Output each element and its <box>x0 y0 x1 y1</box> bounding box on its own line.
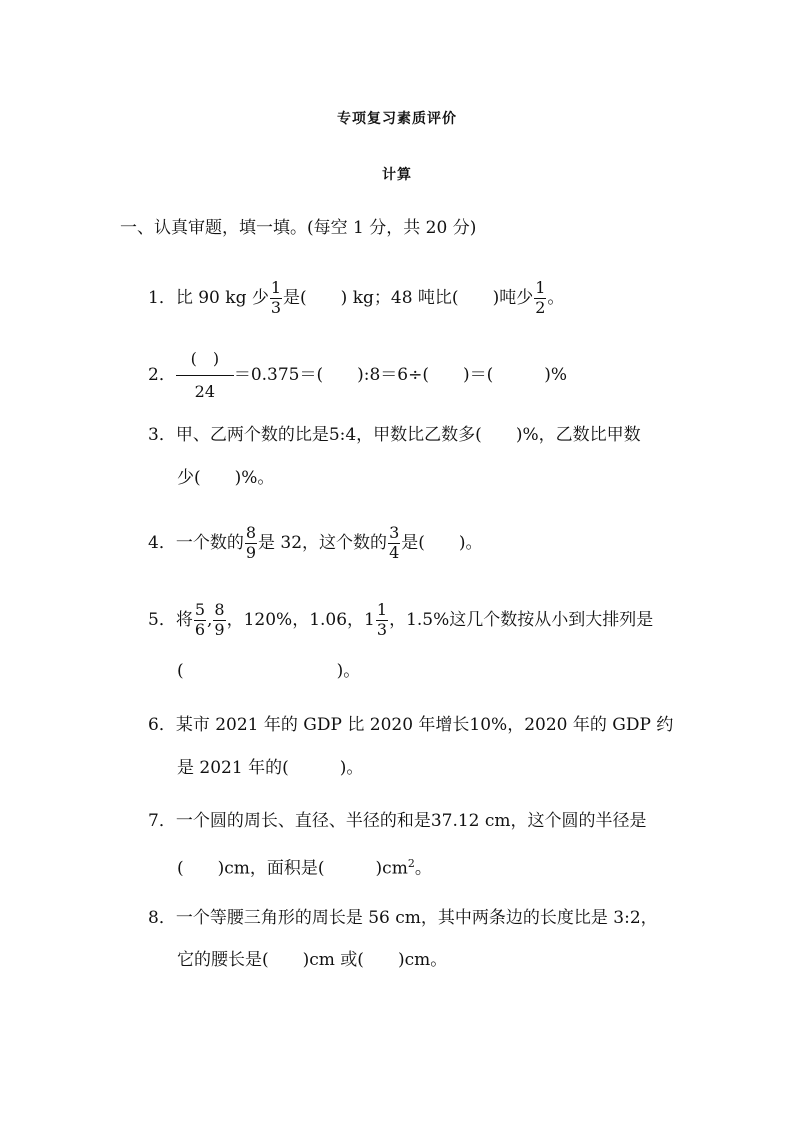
section-heading: 一、认真审题，填一填。(每空 1 分，共 20 分) <box>120 218 477 238</box>
fraction <box>213 602 225 639</box>
question-8 <box>148 905 658 931</box>
fraction-denominator: 3 <box>270 297 282 317</box>
page-subtitle: 计算 <box>382 167 412 183</box>
superscript: 2 <box>407 857 415 870</box>
fraction-numerator: 1 <box>270 278 282 297</box>
question-text: ( )cm，面积是( )cm <box>177 858 408 879</box>
fraction-denominator: 9 <box>245 542 257 562</box>
page-title: 专项复习素质评价 <box>337 111 457 127</box>
question-text: 一个等腰三角形的周长是 56 cm，其中两条边的长度比是 3:2， <box>175 908 658 928</box>
fraction-numerator: 8 <box>245 523 257 542</box>
question-5 <box>148 602 653 639</box>
question-7-line-2 <box>177 851 432 882</box>
fraction-numerator: 3 <box>389 523 400 542</box>
question-8-line-2: 它的腰长是( )cm 或( )cm。 <box>177 950 448 970</box>
question-4 <box>148 525 483 562</box>
question-2 <box>148 346 567 405</box>
question-text: ，120%，1.06，1 <box>226 609 375 630</box>
question-number: 2． <box>148 365 176 385</box>
fraction-numerator: 1 <box>535 278 546 297</box>
fraction-denominator: 3 <box>376 619 388 639</box>
fraction-denominator: 4 <box>389 542 400 562</box>
question-text: 一个数的 <box>175 532 244 553</box>
question-text: 是 32，这个数的 <box>258 532 388 553</box>
fraction-denominator: 24 <box>194 382 215 401</box>
fraction <box>270 280 282 317</box>
question-text: 甲、乙两个数的比是5:4，甲数比乙数多( )%，乙数比甲数 <box>175 425 641 445</box>
question-number: 1． <box>148 287 176 308</box>
fraction-numerator: ( ) <box>176 346 234 376</box>
fraction <box>176 346 234 405</box>
question-text: 是( ) kg；48 吨比( )吨少 <box>283 287 534 308</box>
fraction <box>388 525 400 562</box>
question-number: 4． <box>148 532 176 553</box>
question-number: 5． <box>148 609 176 630</box>
question-number: 3． <box>148 425 176 445</box>
question-text: 。 <box>547 287 565 308</box>
question-text: 。 <box>414 858 432 879</box>
question-text: 是( )。 <box>401 532 483 553</box>
question-text: 某市 2021 年的 GDP 比 2020 年增长10%，2020 年的 GDP 约 <box>175 715 674 735</box>
question-number: 6． <box>148 715 176 735</box>
question-5-line-2: ( )。 <box>177 661 361 681</box>
fraction-denominator: 6 <box>194 619 206 639</box>
question-text: 将 <box>175 609 193 630</box>
question-6-line-2: 是 2021 年的( )。 <box>177 758 364 778</box>
question-text: , <box>207 609 213 630</box>
fraction <box>245 525 257 562</box>
question-text: ＝0.375＝( ):8＝6÷( )＝( )% <box>233 365 568 385</box>
fraction <box>194 602 206 639</box>
question-text: ，1.5%这几个数按从小到大排列是 <box>389 609 654 630</box>
question-6 <box>148 712 673 738</box>
question-3 <box>148 422 641 448</box>
question-number: 8． <box>148 908 176 928</box>
fraction-denominator: 2 <box>535 297 546 317</box>
question-text: 比 90 kg 少 <box>175 287 269 308</box>
question-7 <box>148 808 647 834</box>
question-text: 一个圆的周长、直径、半径的和是37.12 cm，这个圆的半径是 <box>175 811 647 831</box>
fraction-numerator: 5 <box>194 600 206 619</box>
fraction-numerator: 8 <box>214 600 225 619</box>
fraction <box>534 280 546 317</box>
question-1 <box>148 280 564 317</box>
fraction-denominator: 9 <box>214 619 225 639</box>
question-number: 7． <box>148 811 176 831</box>
fraction-numerator: 1 <box>376 600 388 619</box>
question-3-line-2: 少( )%。 <box>177 468 275 488</box>
fraction <box>376 602 388 639</box>
